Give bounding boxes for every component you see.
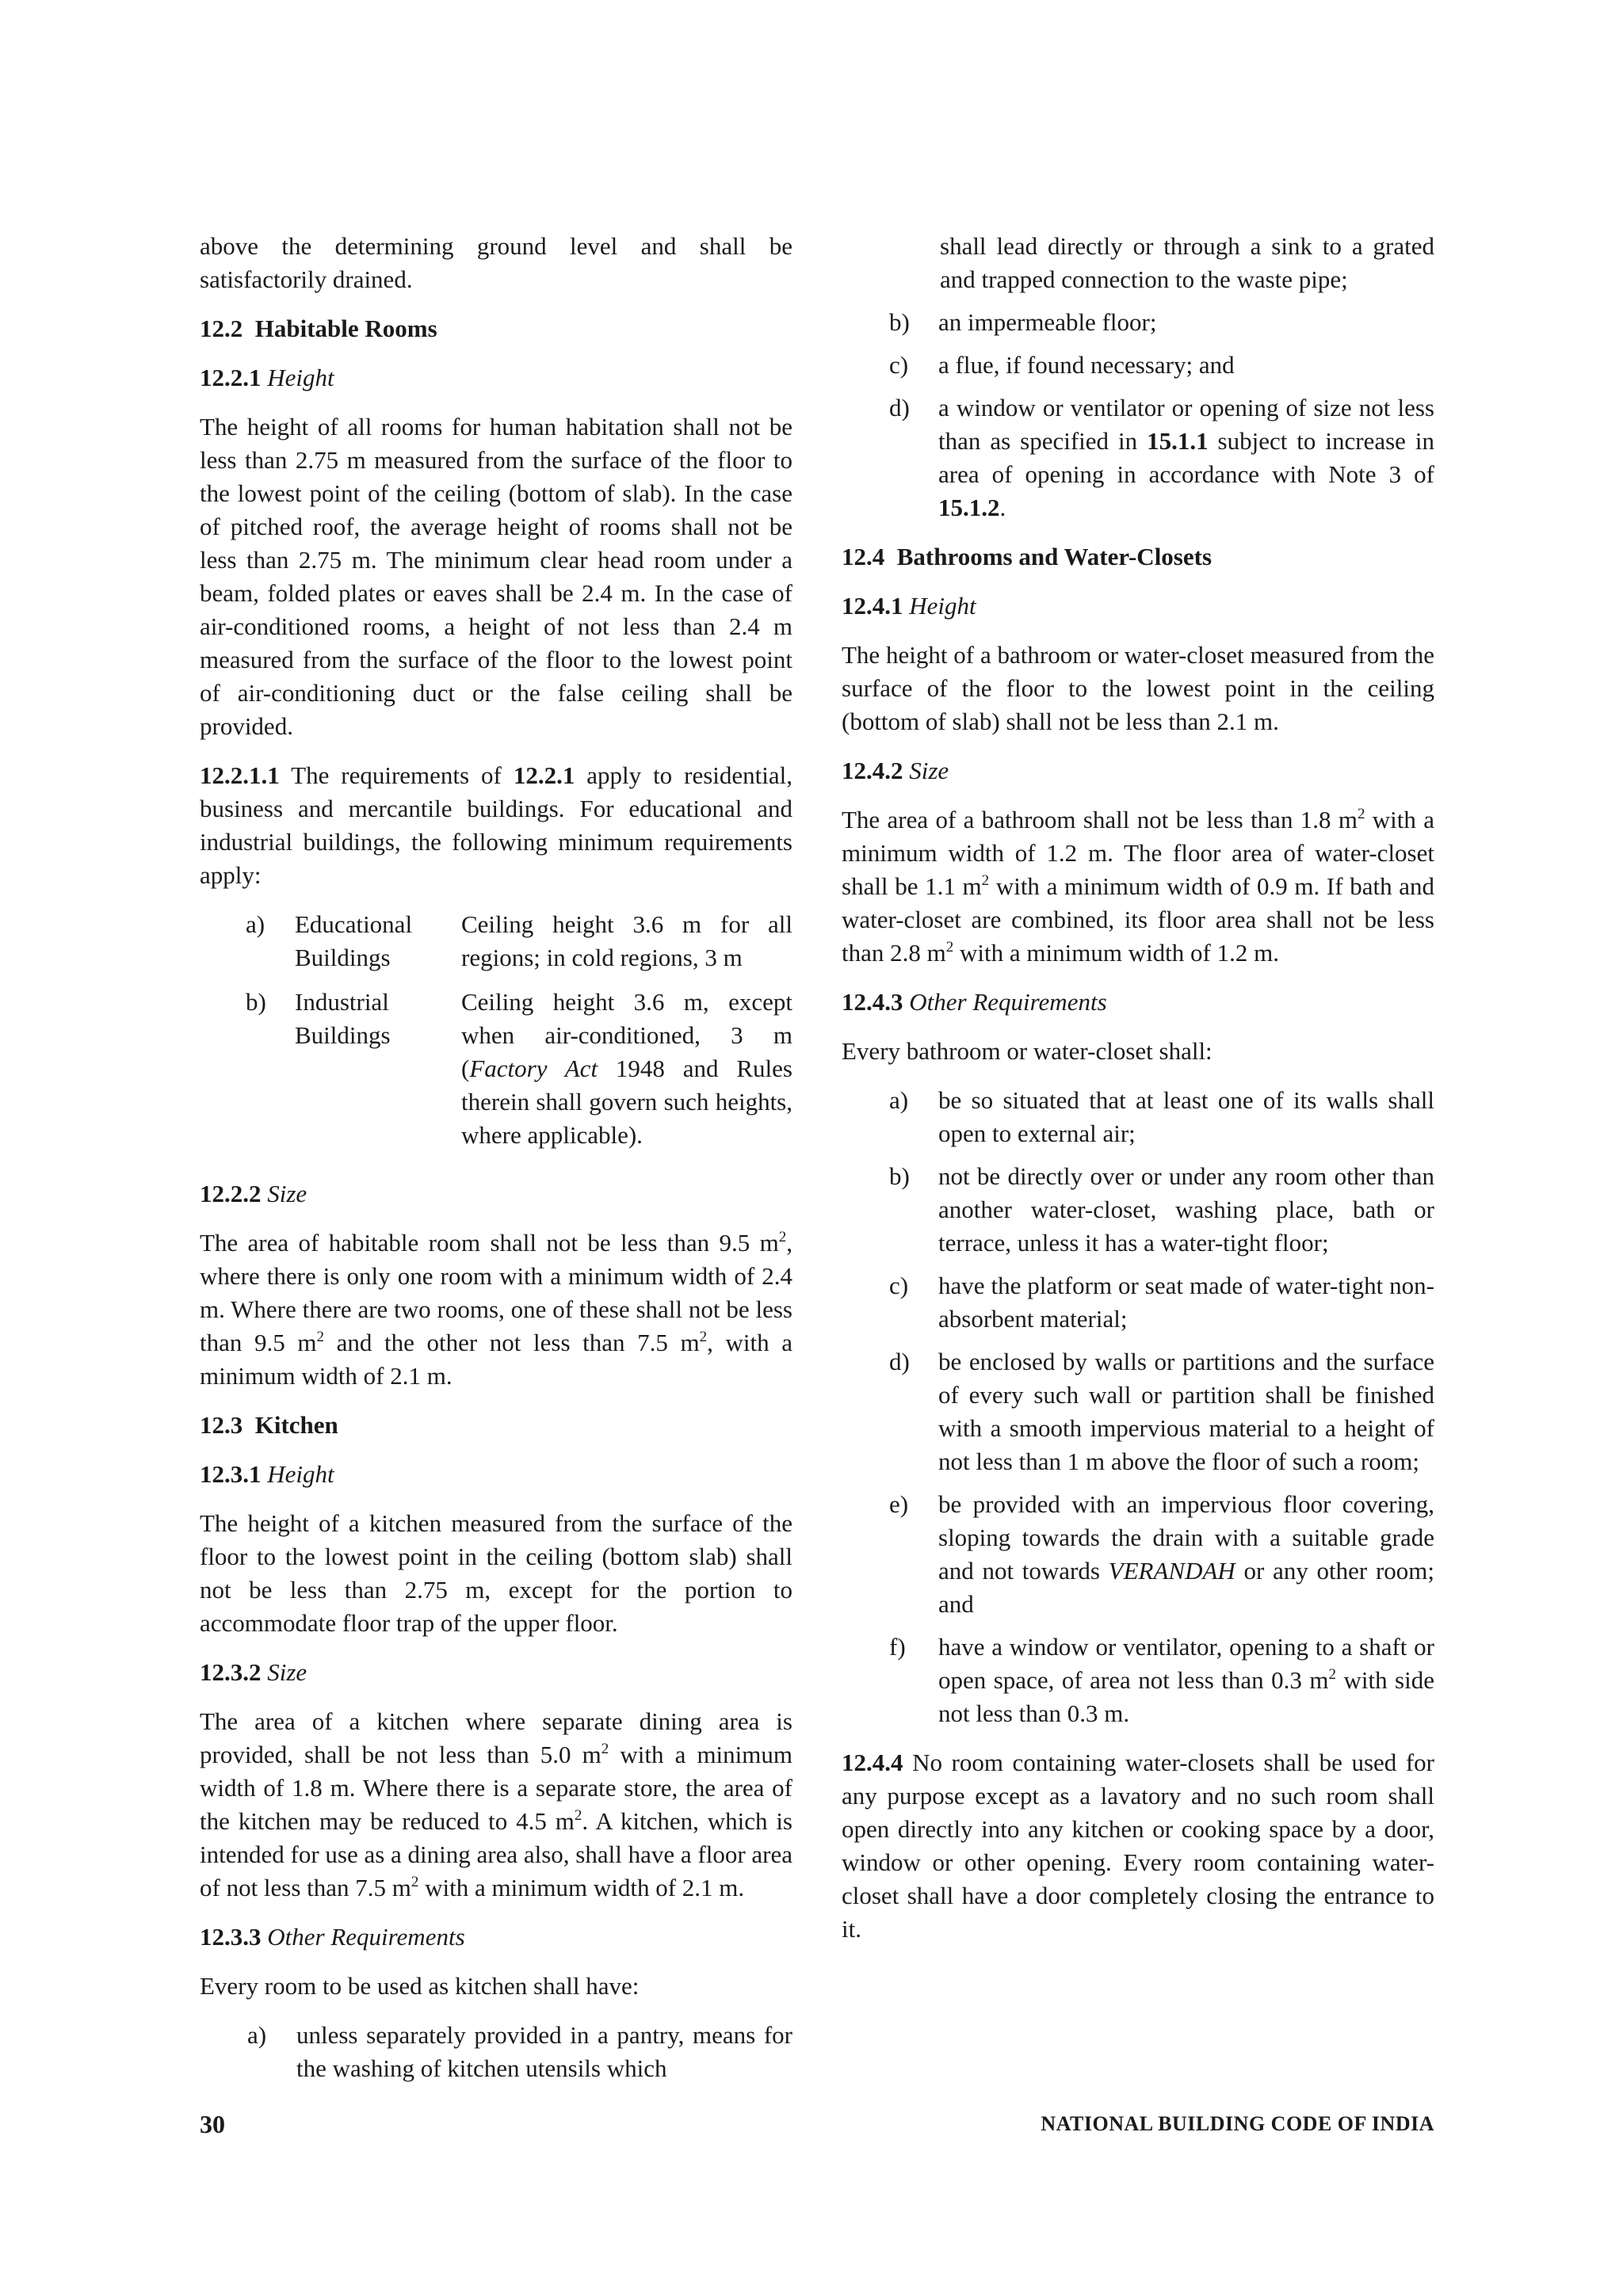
superscript: 2 — [699, 1329, 708, 1345]
section-heading-12-2 — [200, 312, 792, 345]
list-item — [842, 1630, 1434, 1730]
text-part: subject to increase in area of opening in accordance with Note 3 of — [938, 427, 1434, 488]
subsection-title: Height — [267, 1460, 334, 1488]
text-part: a window or ventilator or opening of size not less than as specified in — [938, 394, 1434, 455]
subsection-heading-12-3-2 — [200, 1656, 792, 1689]
text-part: and the other not less than 7.5 m — [323, 1329, 700, 1356]
list-item — [842, 306, 1434, 339]
list-item-continuation — [842, 230, 1434, 296]
text-part: with a minimum width of 1.2 m. — [953, 939, 1279, 967]
left-column — [200, 230, 792, 2095]
subsection-title: Height — [909, 592, 976, 620]
list-item — [842, 1269, 1434, 1336]
clause-text: No room containing water-closets shall be used for any purpose except as a lavatory and no such room shall open directly into any kitchen or cooking space by a door, window or other opening. Every room containing water-closet shall have a door completely closing the entrance to it. — [842, 1749, 1434, 1943]
right-column — [842, 230, 1434, 1962]
requirement-label: b) — [246, 988, 266, 1016]
requirement-text-part: 1948 and Rules therein shall govern such heights, where applicable). — [461, 1055, 792, 1149]
list-text: shall lead directly or through a sink to a grated and trapped connection to the waste pipe; — [940, 232, 1434, 293]
requirement-text: Ceiling height 3.6 m for all regions; in cold regions, 3 m — [461, 910, 792, 971]
building-type: Educational Buildings — [295, 910, 413, 971]
subsection-number: 12.2.2 — [200, 1180, 262, 1207]
list-label: a) — [889, 1086, 909, 1114]
subsection-heading-12-4-1 — [842, 589, 1434, 623]
requirements-table — [246, 908, 792, 1163]
subsection-number: 12.3.3 — [200, 1923, 262, 1951]
list-label: b) — [889, 1162, 910, 1190]
clause-number: 12.2.1.1 — [200, 761, 280, 789]
requirement-row — [246, 986, 792, 1163]
subsection-heading-12-3-1 — [200, 1458, 792, 1491]
subsection-number: 12.3.2 — [200, 1658, 262, 1686]
list-text: be enclosed by walls or partitions and the surface of every such wall or partition shall be finished with a smooth impervious material to a height of not less than 1 m above the floor of such a room; — [938, 1348, 1434, 1475]
requirement-text — [461, 986, 792, 1163]
list-item — [842, 391, 1434, 524]
list-label: c) — [889, 1272, 909, 1299]
clause-number: 12.4.4 — [842, 1749, 903, 1776]
list-label: b) — [889, 308, 910, 336]
list-text — [938, 1630, 1434, 1730]
paragraph-continuation: above the determining ground level and shall be satisfactorily drained. — [200, 232, 792, 293]
subsection-title: Size — [909, 757, 949, 784]
text-part: with side not less than 0.3 m. — [938, 1666, 1434, 1727]
text-part: with a minimum width of 1.8 m. Where there is a separate store, the area of the kitchen may be reduced to 4.5 m — [200, 1741, 793, 1835]
text-part: with a minimum width of 0.9 m. If bath and water-closet are combined, its floor area shall not be less than 2.8 m — [842, 872, 1435, 967]
subsection-heading-12-2-1 — [200, 361, 792, 395]
superscript: 2 — [574, 1807, 582, 1824]
text-part: . A kitchen, which is intended for use as a dining area also, shall have a floor area of not less than 7.5 m — [200, 1807, 792, 1901]
list-text — [938, 391, 1434, 524]
list-item — [842, 349, 1434, 382]
text-part: or any other room; and — [938, 1557, 1434, 1618]
superscript: 2 — [945, 939, 954, 955]
section-number: 12.3 — [200, 1411, 243, 1439]
running-footer-title: NATIONAL BUILDING CODE OF INDIA — [1041, 2112, 1434, 2135]
subsection-title: Size — [267, 1658, 307, 1686]
superscript: 2 — [316, 1329, 324, 1345]
list-item — [842, 1160, 1434, 1260]
subsection-heading-12-2-2 — [200, 1177, 792, 1211]
superscript: 2 — [1357, 806, 1365, 822]
list-item — [842, 1488, 1434, 1621]
text-part: with a minimum width of 1.2 m. The floor area of water-closet shall be 1.1 m — [842, 806, 1434, 900]
text-part: The area of habitable room shall not be less than 9.5 m — [200, 1229, 779, 1257]
list-label: f) — [889, 1633, 906, 1661]
text-part: , where there is only one room with a minimum width of 2.4 m. Where there are two rooms, one of these shall not be less than 9.5 m — [200, 1229, 792, 1356]
section-heading-12-3 — [200, 1409, 792, 1442]
section-title: Kitchen — [254, 1411, 338, 1439]
subsection-number: 12.4.2 — [842, 757, 903, 784]
section-number: 12.2 — [200, 315, 243, 342]
subsection-title: Other Requirements — [909, 988, 1107, 1016]
superscript: 2 — [601, 1741, 609, 1757]
paragraph-12-4-3: Every bathroom or water-closet shall: — [842, 1037, 1212, 1065]
list-text: be so situated that at least one of its walls shall open to external air; — [938, 1086, 1434, 1147]
requirement-label: a) — [246, 910, 265, 938]
list-label: d) — [889, 1348, 910, 1375]
clause-reference: 15.1.2 — [938, 494, 1000, 521]
subsection-heading-12-3-3 — [200, 1920, 792, 1954]
text-part: . — [999, 494, 1006, 521]
clause-reference: 12.2.1 — [513, 761, 575, 789]
list-label: e) — [889, 1490, 909, 1518]
subsection-number: 12.3.1 — [200, 1460, 262, 1488]
list-label: c) — [889, 351, 909, 379]
list-item — [842, 1345, 1434, 1478]
list-text: not be directly over or under any room other than another water-closet, washing place, bath or terrace, unless it has a water-tight floor; — [938, 1162, 1434, 1257]
paragraph-12-4-2 — [842, 803, 1434, 970]
list-item — [200, 2019, 792, 2085]
superscript: 2 — [981, 872, 990, 889]
text-part: The area of a kitchen where separate dining area is provided, shall be not less than 5.0 m — [200, 1707, 792, 1768]
list-text: unless separately provided in a pantry, means for the washing of kitchen utensils which — [296, 2021, 792, 2082]
emphasis: VERANDAH — [1108, 1557, 1235, 1585]
building-type: Industrial Buildings — [295, 988, 391, 1049]
subsection-title: Other Requirements — [267, 1923, 465, 1951]
subsection-number: 12.4.3 — [842, 988, 903, 1016]
requirement-row — [246, 908, 792, 986]
paragraph-12-3-2 — [200, 1705, 792, 1905]
section-title: Bathrooms and Water-Closets — [896, 543, 1212, 570]
list-text: have the platform or seat made of water-tight non-absorbent material; — [938, 1272, 1434, 1333]
text-part: with a minimum width of 2.1 m. — [418, 1874, 745, 1901]
paragraph-12-3-1: The height of a kitchen measured from the surface of the floor to the lowest point in the ceiling (bottom slab) shall not be less than 2.75 m, except for the portion to accommodate floor trap of the upper floor. — [200, 1509, 792, 1637]
list-label: a) — [247, 2021, 267, 2049]
paragraph-12-2-1: The height of all rooms for human habitation shall not be less than 2.75 m measured from the surface of the floor to the lowest point of the ceiling (bottom of slab). In the case of pitched roof, the average height of rooms shall not be less than 2.75 m. The minimum clear head room under a beam, folded plates or eaves shall be 2.4 m. In the case of air-conditioned rooms, a height of not less than 2.4 m measured from the surface of the floor to the lowest point of air-conditioning duct or the false ceiling shall be provided. — [200, 413, 792, 740]
superscript: 2 — [778, 1229, 787, 1245]
text-part: have a window or ventilator, opening to a shaft or open space, of area not less than 0.3 m — [938, 1633, 1434, 1694]
subsection-title: Height — [267, 364, 334, 391]
list-label: d) — [889, 394, 910, 421]
clause-reference: 15.1.1 — [1147, 427, 1209, 455]
paragraph-12-2-2 — [200, 1226, 792, 1393]
subsection-title: Size — [267, 1180, 307, 1207]
requirement-text-part: Ceiling height 3.6 m, except when air-conditioned, 3 m ( — [461, 988, 792, 1082]
list-text: an impermeable floor; — [938, 308, 1157, 336]
text-part: The area of a bathroom shall not be less than 1.8 m — [842, 806, 1358, 833]
clause-text: apply to residential, business and mercantile buildings. For educational and industrial buildings, the following minimum requirements apply: — [200, 761, 792, 889]
subsection-number: 12.4.1 — [842, 592, 903, 620]
list-text — [938, 1488, 1434, 1621]
subsection-number: 12.2.1 — [200, 364, 262, 391]
superscript: 2 — [1328, 1666, 1336, 1683]
subsection-heading-12-4-2 — [842, 754, 1434, 788]
list-text: a flue, if found necessary; and — [938, 351, 1235, 379]
section-heading-12-4 — [842, 540, 1434, 574]
page-number: 30 — [200, 2110, 225, 2138]
text-part: be provided with an impervious floor covering, sloping towards the drain with a suitable grade and not towards — [938, 1490, 1434, 1585]
paragraph-12-2-1-1 — [200, 759, 792, 892]
act-name: Factory Act — [469, 1055, 598, 1082]
paragraph-12-4-1: The height of a bathroom or water-closet measured from the surface of the floor to the lowest point in the ceiling (bottom of slab) shall not be less than 2.1 m. — [842, 641, 1434, 735]
section-title: Habitable Rooms — [254, 315, 437, 342]
paragraph-12-4-4 — [842, 1746, 1434, 1946]
text-part: , with a minimum width of 2.1 m. — [200, 1329, 792, 1390]
superscript: 2 — [411, 1874, 419, 1890]
paragraph-12-3-3: Every room to be used as kitchen shall have: — [200, 1972, 640, 2000]
subsection-heading-12-4-3 — [842, 986, 1434, 1019]
list-item — [842, 1084, 1434, 1150]
clause-text: The requirements of — [279, 761, 514, 789]
section-number: 12.4 — [842, 543, 885, 570]
